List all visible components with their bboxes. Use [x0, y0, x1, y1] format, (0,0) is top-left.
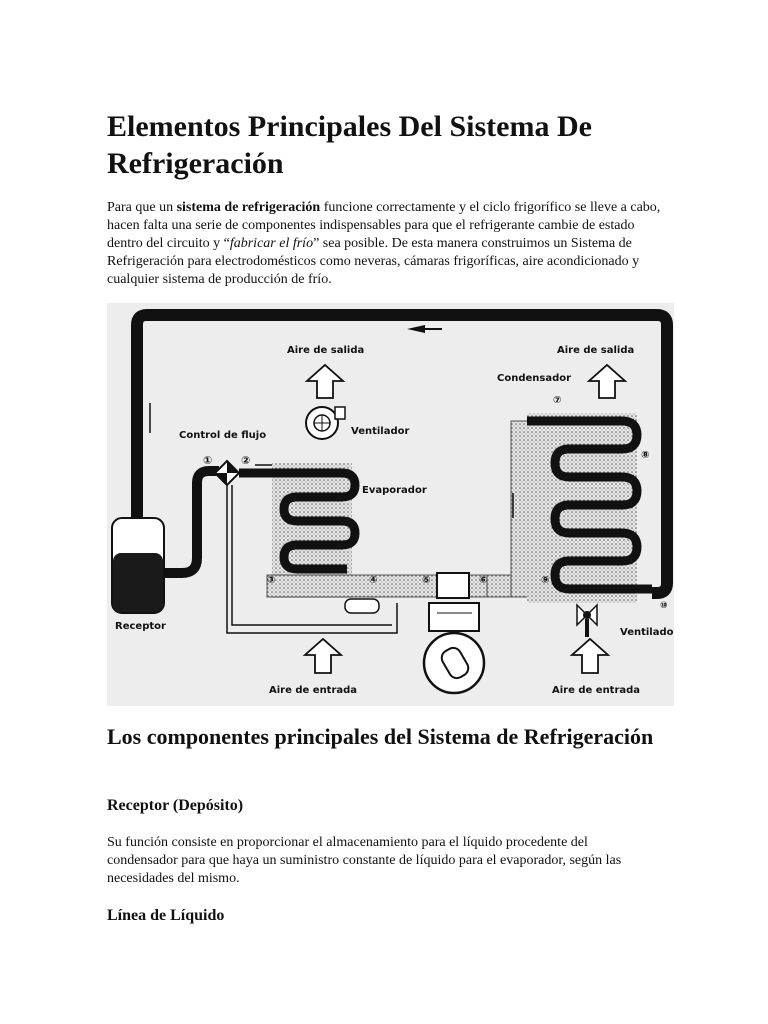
marker-8: ⑧: [641, 450, 650, 461]
label-receptor: Receptor: [115, 621, 166, 632]
label-evaporador: Evaporador: [362, 485, 427, 496]
receptor-liquid: [113, 553, 163, 612]
intro-paragraph: [107, 199, 662, 289]
marker-3: ③: [267, 575, 276, 586]
intro-italic-term: fabricar el frío: [229, 236, 314, 251]
label-control-flujo: Control de flujo: [179, 430, 267, 441]
label-aire-salida-right: Aire de salida: [557, 345, 635, 356]
marker-10: ⑩: [660, 601, 668, 611]
marker-2: ②: [241, 454, 251, 467]
marker-6: ⑥: [479, 575, 488, 586]
intro-text-1: Para que un: [107, 200, 177, 215]
intro-text-3: ” sea posible. De esta manera construimos un Sistema de Refrigeración para electrodomésticos como neveras, cámaras frigoríficas, aire acondicionado y cualquier sistema de producción de frío.: [107, 236, 640, 287]
marker-1: ①: [203, 454, 213, 467]
marker-5: ⑤: [422, 575, 431, 586]
label-aire-entrada-left: Aire de entrada: [269, 685, 358, 696]
marker-4: ④: [369, 575, 378, 586]
receptor-paragraph: Su función consiste en proporcionar el almacenamiento para el líquido procedente del condensador para que haya un suministro constante de líquido para el evaporador, según las necesidades del mismo.: [107, 835, 622, 886]
refrigeration-diagram: [107, 303, 674, 706]
intro-bold-term: sistema de refrigeración: [176, 200, 321, 215]
label-ventilador-top: Ventilador: [351, 426, 410, 437]
sensor-bulb: [345, 599, 379, 613]
marker-7: ⑦: [553, 395, 562, 406]
suction-line: [267, 575, 515, 597]
section-heading: Los componentes principales del Sistema de Refrigeración: [107, 724, 654, 749]
subsection-heading-receptor: Receptor (Depósito): [107, 797, 244, 814]
label-condensador: Condensador: [497, 373, 572, 384]
label-ventilador-bottom: Ventilador: [620, 627, 674, 638]
label-aire-salida-left: Aire de salida: [287, 345, 365, 356]
subsection-heading-linea-liquido: Línea de Líquido: [107, 907, 225, 924]
page-title: Elementos Principales Del Sistema De Refrigeración: [107, 110, 592, 180]
label-aire-entrada-right: Aire de entrada: [552, 685, 641, 696]
intro-text-2: funcione correctamente y el ciclo frigorífico se lleve a cabo, hacen falta una serie de componentes indispensables para que el refrigerante cambie de estado dentro del circuito y “: [107, 200, 661, 251]
marker-9: ⑨: [541, 575, 550, 586]
